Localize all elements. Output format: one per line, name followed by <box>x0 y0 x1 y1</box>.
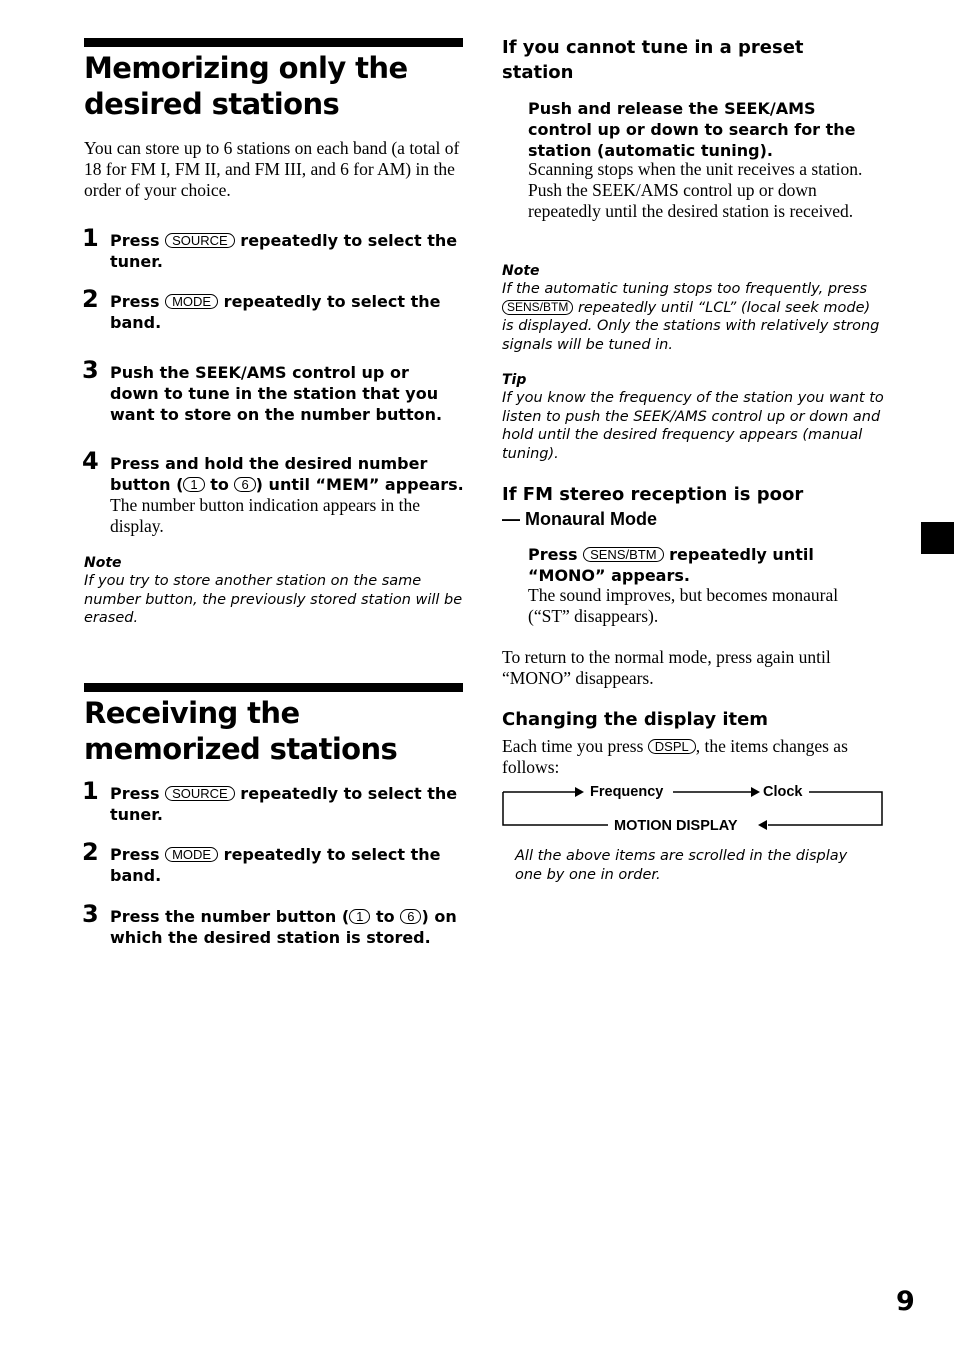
number-key-1: 1 <box>349 909 370 924</box>
number-key-6: 6 <box>400 909 421 924</box>
page-number: 9 <box>896 1286 915 1317</box>
subheading-monaural: — Monaural Mode <box>502 509 658 529</box>
heading-display: Changing the display item <box>502 709 769 730</box>
preset-instruction: Push and release the SEEK/AMS control up or down to search for the station (automatic tuning). <box>528 99 856 160</box>
note-text: If you try to store another station on the same number button, the previously stored station will be erased. <box>84 573 463 626</box>
mode-key: MODE <box>165 294 218 309</box>
section-rule <box>84 683 463 692</box>
note-text: If the automatic tuning stops too frequently, press SENS/BTM repeatedly until “LCL” (local seek mode) is displayed. Only the stations with relatively strong signals will be tuned in. <box>502 281 880 353</box>
section-title-receiving: Receiving the memorized stations <box>84 696 398 766</box>
flow-frequency: Frequency <box>590 784 664 800</box>
source-key: SOURCE <box>165 233 235 248</box>
arrow-right-icon <box>575 787 584 797</box>
step-2: Press MODE repeatedly to select the band. <box>110 292 441 332</box>
step-4-detail: The number button indication appears in the display. <box>110 495 421 536</box>
section-title-memorizing: Memorizing only the desired stations <box>84 51 408 121</box>
step-number: 1 <box>82 224 99 252</box>
sens-btm-key: SENS/BTM <box>583 547 663 562</box>
fm-return-text: To return to the normal mode, press again until “MONO” disappears. <box>502 647 831 688</box>
arrow-right-icon <box>751 787 760 797</box>
step-number: 1 <box>82 777 99 805</box>
step-1: Press SOURCE repeatedly to select the tuner. <box>110 231 458 271</box>
step-4: Press and hold the desired number button ( 1 to 6 ) until “MEM” appears. The number button indication appears in the display. <box>110 453 468 537</box>
flow-motion-display: MOTION DISPLAY <box>614 818 738 834</box>
intro-paragraph: You can store up to 6 stations on each band (a total of 18 for FM I, FM II, and FM III, and 6 for AM) in the order of your choice. <box>84 138 460 200</box>
tip-heading: Tip <box>502 372 527 388</box>
step-number: 3 <box>82 900 99 928</box>
tip-text: If you know the frequency of the station you want to listen to push the SEEK/AMS control up or down and hold until the desired frequency appears (manual tuning). <box>502 390 884 462</box>
arrow-left-icon <box>758 820 767 830</box>
source-key: SOURCE <box>165 786 235 801</box>
step-3: Press the number button ( 1 to 6 ) on which the desired station is stored. <box>110 907 457 947</box>
fm-detail: The sound improves, but becomes monaural (“ST” disappears). <box>528 585 839 626</box>
step-number: 4 <box>82 447 99 475</box>
section-tab-marker <box>921 522 954 554</box>
heading-preset: If you cannot tune in a preset station <box>502 37 804 83</box>
fm-instruction: Press SENS/BTM repeatedly until “MONO” appears. <box>528 545 814 585</box>
preset-detail: Scanning stops when the unit receives a station. Push the SEEK/AMS control up or down repeatedly until the desired station is received. <box>528 159 863 221</box>
step-number: 2 <box>82 838 99 866</box>
display-caption: All the above items are scrolled in the display one by one in order. <box>515 848 848 883</box>
number-key-6: 6 <box>234 477 255 492</box>
mode-key: MODE <box>165 847 218 862</box>
step-2: Press MODE repeatedly to select the band. <box>110 845 441 885</box>
step-1: Press SOURCE repeatedly to select the tuner. <box>110 784 458 824</box>
note-heading: Note <box>84 555 122 571</box>
display-intro: Each time you press DSPL , the items changes as follows: <box>502 736 848 777</box>
flow-clock: Clock <box>763 784 803 800</box>
sens-btm-key: SENS/BTM <box>502 300 573 315</box>
section-rule <box>84 38 463 47</box>
step-3: Push the SEEK/AMS control up or down to tune in the station that you want to store on the number button. <box>110 363 443 424</box>
step-number: 2 <box>82 285 99 313</box>
step-number: 3 <box>82 356 99 384</box>
dspl-key: DSPL <box>648 739 696 754</box>
note-heading: Note <box>502 263 540 279</box>
number-key-1: 1 <box>183 477 204 492</box>
heading-fm: If FM stereo reception is poor <box>502 484 804 505</box>
